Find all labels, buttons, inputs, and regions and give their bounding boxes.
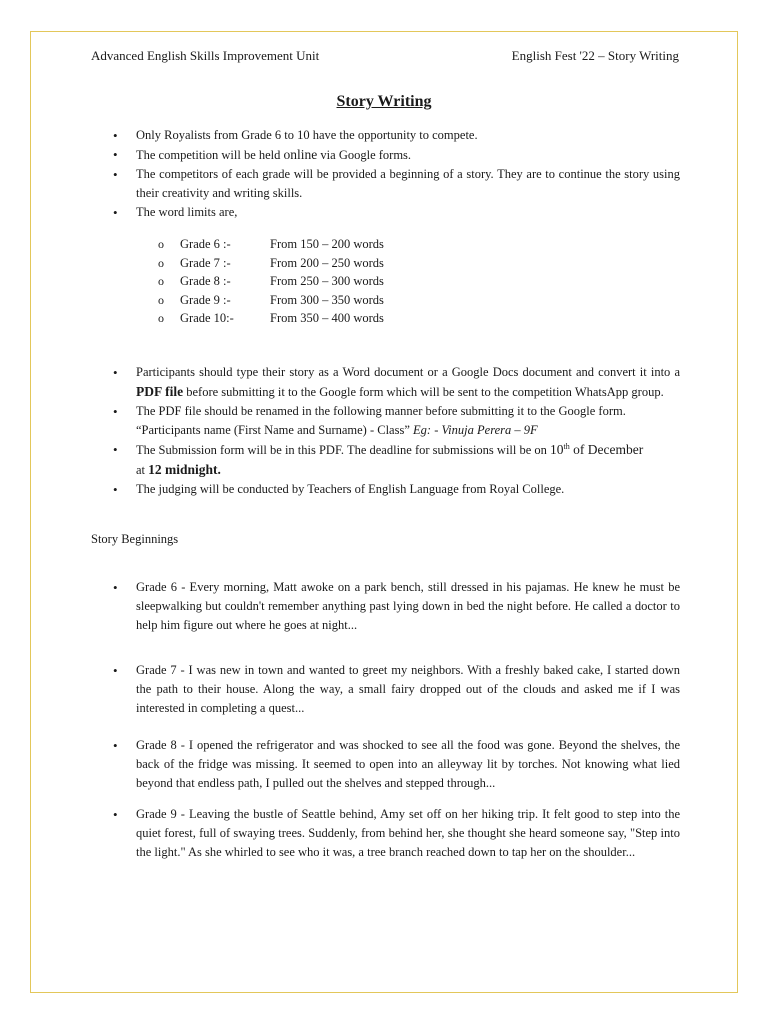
deadline-suffix: th bbox=[563, 441, 570, 451]
rename-example: Eg: - Vinuja Perera – 9F bbox=[413, 422, 538, 437]
rules-list bbox=[110, 126, 680, 499]
word-limit: From 350 – 400 words bbox=[270, 311, 384, 326]
rule-text: The competitors of each grade will be provided a beginning of a story. They are to continue the story using their creativity and writing skills. bbox=[136, 167, 680, 200]
grade-label: Grade 8 :- bbox=[180, 274, 231, 289]
word-limit-item bbox=[136, 254, 680, 273]
rule-text: The word limits are, bbox=[136, 205, 238, 219]
story-beginning-list bbox=[110, 805, 680, 863]
grade-label: Grade 10:- bbox=[180, 311, 234, 326]
story-beginning-item: • Grade 9 - Leaving the bustle of Seattle behind, Amy set off on her hiking trip. It felt good to step into the quiet forest, full of swaying trees. Suddenly, from behind her, she thought she heard someone say, "Step into the light." As she whirled to see who it was, a tree branch reached down to tap her on the shoulder... bbox=[110, 805, 680, 863]
rule-item bbox=[110, 363, 680, 402]
deadline-day: 10 bbox=[550, 441, 564, 457]
rule-text: The judging will be conducted by Teachers of English Language from Royal College. bbox=[136, 481, 565, 496]
grade-label: Grade 6 :- bbox=[180, 237, 231, 251]
word-limit: From 300 – 350 words bbox=[270, 292, 384, 307]
story-beginning-list bbox=[110, 736, 680, 794]
story-beginning-item: • Grade 7 - I was new in town and wanted to greet my neighbors. With a freshly baked cake, I started down the path to their house. Along the way, a small fairy dropped out of the clouds and asked me if I was interested in completing a quest... bbox=[110, 661, 680, 719]
rule-item bbox=[110, 165, 680, 203]
word-limit-item bbox=[136, 235, 680, 254]
rule-item bbox=[110, 126, 680, 145]
story-beginning-list bbox=[110, 578, 680, 636]
page-title: Story Writing bbox=[336, 93, 432, 110]
rule-emphasis: PDF file bbox=[136, 383, 184, 399]
header-left: Advanced English Skills Improvement Unit bbox=[91, 48, 320, 63]
header-right: English Fest '22 – Story Writing bbox=[511, 48, 679, 63]
rule-emphasis: online bbox=[283, 147, 318, 162]
story-beginning-list bbox=[110, 661, 680, 719]
rule-item bbox=[110, 440, 680, 480]
rule-item bbox=[110, 203, 680, 328]
word-limit: From 200 – 250 words bbox=[270, 255, 384, 270]
rule-text: Only Royalists from Grade 6 to 10 have the opportunity to compete. bbox=[136, 128, 478, 142]
rule-text: The competition will be held bbox=[136, 148, 284, 162]
word-limit: From 150 – 200 words bbox=[270, 237, 384, 251]
word-limit-item bbox=[136, 272, 680, 291]
rule-text: The PDF file should be renamed in the following manner before submitting it to the Google form. bbox=[136, 403, 626, 418]
rule-text: The Submission form will be in this PDF. The deadline for submissions will be on bbox=[136, 442, 551, 457]
rule-text: Participants should type their story as a Word document or a Google Docs document and convert it into a bbox=[136, 364, 680, 379]
deadline-time: 12 midnight. bbox=[148, 461, 221, 477]
rule-item bbox=[110, 480, 680, 499]
rule-text: “Participants name (First Name and Surname) - Class” bbox=[136, 422, 414, 437]
deadline-month: of December bbox=[569, 441, 644, 457]
page-header bbox=[91, 48, 679, 64]
word-limit-item bbox=[136, 309, 680, 328]
rule-text: at bbox=[136, 462, 149, 477]
grade-label: Grade 7 :- bbox=[180, 255, 231, 270]
word-limit: From 250 – 300 words bbox=[270, 274, 384, 289]
word-limit-item bbox=[136, 291, 680, 310]
rule-text: before submitting it to the Google form which will be sent to the competition WhatsApp group. bbox=[183, 384, 664, 399]
rule-item bbox=[110, 145, 680, 165]
rule-text: via Google forms. bbox=[317, 148, 412, 162]
word-limits-list bbox=[136, 235, 680, 328]
story-beginning-item: • Grade 6 - Every morning, Matt awoke on a park bench, still dressed in his pajamas. He knew he must be sleepwalking but couldn't remember anything past lying down in bed the night before. He called a doctor to help him figure out where he goes at night... bbox=[110, 578, 680, 636]
story-beginning-item: • Grade 8 - I opened the refrigerator and was shocked to see all the food was gone. Beyond the shelves, the back of the fridge was missing. It seemed to open into an alleyway lit by torches. Not knowing what lied beyond that endless path, I pulled out the shelves and stepped through... bbox=[110, 736, 680, 794]
grade-label: Grade 9 :- bbox=[180, 292, 231, 307]
section-title: Story Beginnings bbox=[91, 532, 179, 546]
rule-item bbox=[110, 402, 680, 440]
